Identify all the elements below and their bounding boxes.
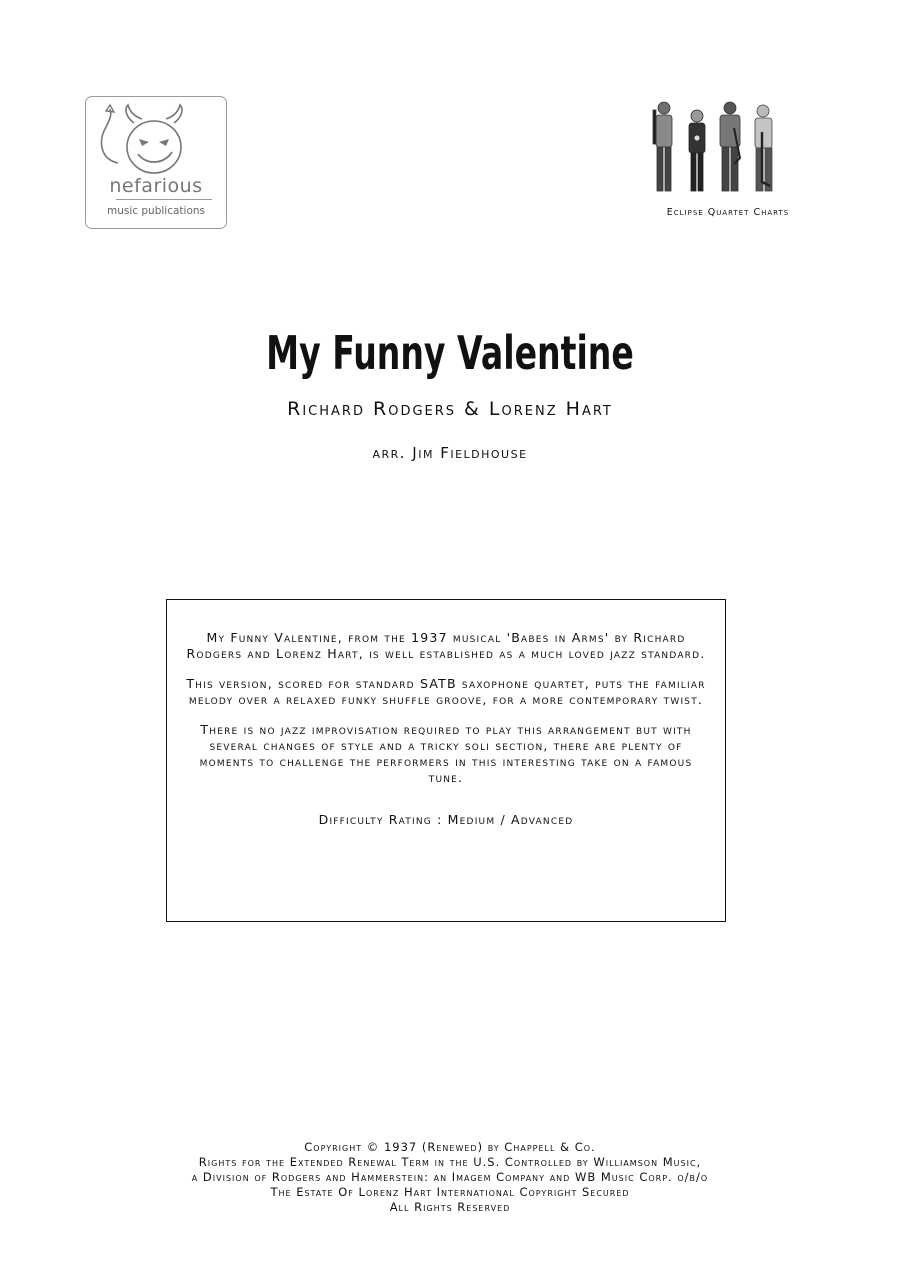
copyright-line: Copyright © 1937 (Renewed) by Chappell & Co. bbox=[304, 1140, 596, 1154]
difficulty-rating: Difficulty Rating : Medium / Advanced bbox=[318, 812, 574, 827]
musician-2-figure bbox=[689, 110, 705, 191]
publisher-logo bbox=[85, 96, 227, 229]
musician-4-figure bbox=[755, 105, 772, 191]
description-text bbox=[167, 630, 725, 842]
quartet-photo-icon bbox=[648, 98, 784, 198]
copyright-line: All Rights Reserved bbox=[389, 1200, 511, 1214]
musician-1-figure bbox=[653, 102, 672, 191]
description-box bbox=[166, 599, 726, 922]
description-paragraph: There is no jazz improvisation required to play this arrangement but with several changes of style and a tricky soli section, there are plenty of moments to challenge the performers in this interesting take on a famous tune. bbox=[199, 722, 693, 785]
composer-credit: Richard Rodgers & Lorenz Hart bbox=[287, 398, 613, 420]
description-paragraph: This version, scored for standard SATB saxophone quartet, puts the familiar melody over a relaxed funky shuffle groove, for a more contemporary twist. bbox=[186, 676, 706, 707]
description-paragraph: My Funny Valentine, from the 1937 musical 'Babes in Arms' by Richard Rodgers and Lorenz Hart, is well established as a much loved jazz standard. bbox=[186, 630, 706, 661]
copyright-notice bbox=[0, 1140, 900, 1215]
copyright-line: a Division of Rodgers and Hammerstein: an Imagem Company and WB Music Corp. o/b/o bbox=[191, 1170, 709, 1184]
publisher-subtitle: music publications bbox=[107, 205, 205, 217]
musician-3-figure bbox=[720, 102, 740, 191]
arranger-credit: arr. Jim Fieldhouse bbox=[372, 444, 528, 462]
publisher-name: nefarious bbox=[109, 175, 203, 197]
page-title: My Funny Valentine bbox=[266, 326, 634, 380]
copyright-line: Rights for the Extended Renewal Term in the U.S. Controlled by Williamson Music, bbox=[198, 1155, 702, 1169]
devil-mascot-icon bbox=[92, 101, 222, 179]
series-caption: Eclipse Quartet Charts bbox=[666, 207, 790, 218]
logo-divider bbox=[116, 199, 212, 200]
copyright-line: The Estate Of Lorenz Hart International Copyright Secured bbox=[270, 1185, 630, 1199]
